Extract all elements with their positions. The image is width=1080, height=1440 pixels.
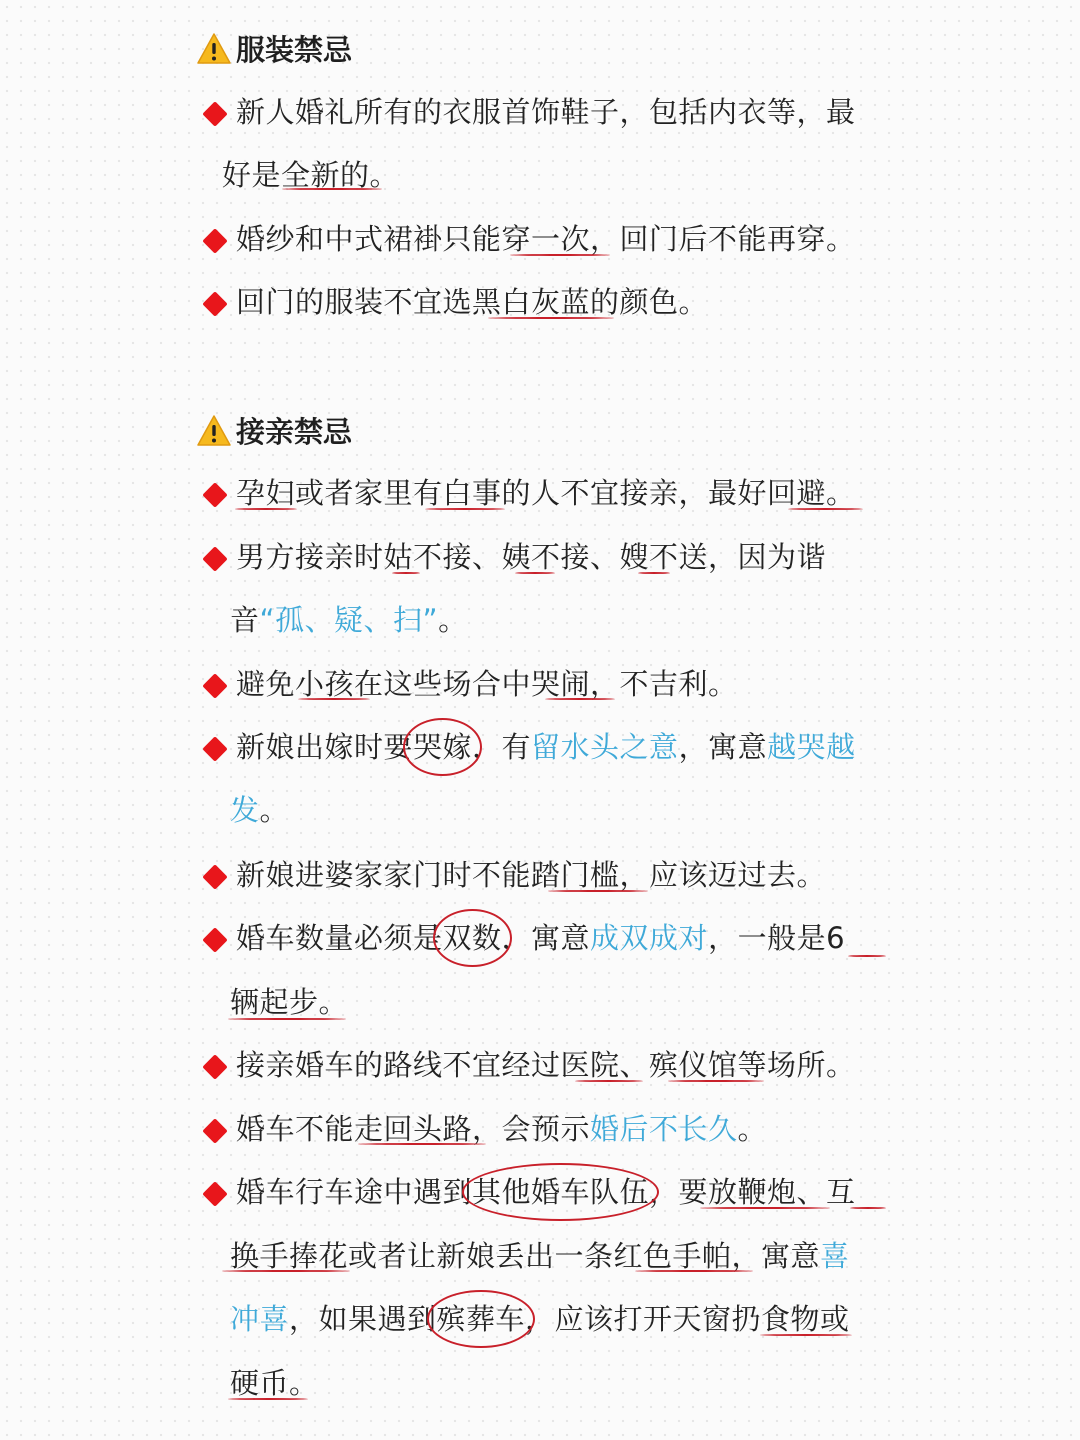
- underline-mark: [848, 955, 886, 957]
- list-item-continued: 辆起步。: [230, 985, 349, 1019]
- underline-mark: [392, 572, 420, 574]
- section-title: 接亲禁忌: [236, 415, 353, 449]
- underline-mark: [228, 1398, 308, 1400]
- list-item: 婚车不能走回头路，会预示婚后不长久。: [200, 1109, 900, 1149]
- underline-mark: [788, 508, 863, 510]
- list-item: 孕妇或者家里有白事的人不宜接亲，最好回避。: [200, 473, 900, 513]
- section-title: 服装禁忌: [236, 33, 353, 67]
- underline-mark: [235, 508, 297, 510]
- list-item: 新人婚礼所有的衣服首饰鞋子，包括内衣等，最: [200, 92, 900, 132]
- underline-mark: [545, 698, 615, 700]
- list-item: 新娘出嫁时要哭嫁，有留水头之意，寓意越哭越: [200, 727, 900, 767]
- list-item-continued: 音“孤、疑、扫”。: [230, 603, 468, 637]
- list-item: 婚车行车途中遇到其他婚车队伍，要放鞭炮、互: [200, 1172, 900, 1212]
- list-item: 避免小孩在这些场合中哭闹，不吉利。: [200, 664, 900, 704]
- underline-mark: [425, 508, 505, 510]
- underline-mark: [668, 1080, 764, 1082]
- diamond-bullet-icon: [202, 673, 227, 698]
- underline-mark: [760, 1334, 852, 1336]
- underline-mark: [358, 1143, 486, 1145]
- underline-mark: [282, 188, 382, 190]
- section-heading-pickup: [196, 410, 352, 451]
- diamond-bullet-icon: [202, 736, 227, 761]
- diamond-bullet-icon: [202, 101, 227, 126]
- underline-mark: [575, 1080, 643, 1082]
- list-item: 婚车数量必须是双数，寓意成双成对，一般是6: [200, 918, 900, 958]
- list-item: 接亲婚车的路线不宜经过医院、殡仪馆等场所。: [200, 1045, 900, 1085]
- diamond-bullet-icon: [202, 546, 227, 571]
- underline-mark: [510, 254, 610, 256]
- list-item: 回门的服装不宜选黑白灰蓝的颜色。: [200, 282, 900, 322]
- diamond-bullet-icon: [202, 864, 227, 889]
- list-item: 婚纱和中式裙褂只能穿一次，回门后不能再穿。: [200, 219, 900, 259]
- underline-mark: [515, 572, 555, 574]
- list-item-continued: 好是全新的。: [222, 158, 400, 192]
- underline-mark: [222, 1270, 350, 1272]
- list-item-continued: 换手捧花或者让新娘丢出一条红色手帕，寓意喜: [230, 1239, 850, 1273]
- underline-mark: [488, 317, 614, 319]
- underline-mark: [548, 890, 648, 892]
- list-item-continued: 硬币。: [230, 1366, 319, 1400]
- diamond-bullet-icon: [202, 927, 227, 952]
- diamond-bullet-icon: [202, 228, 227, 253]
- underline-mark: [850, 1207, 886, 1209]
- underline-mark: [700, 1207, 830, 1209]
- list-item-continued: 发。: [230, 793, 290, 827]
- list-item: 新娘进婆家家门时不能踏门槛，应该迈过去。: [200, 855, 900, 895]
- underline-mark: [638, 572, 670, 574]
- section-heading-clothing: [196, 28, 352, 69]
- diamond-bullet-icon: [202, 482, 227, 507]
- warning-icon: [196, 414, 232, 448]
- underline-mark: [228, 1018, 346, 1020]
- diamond-bullet-icon: [202, 1181, 227, 1206]
- diamond-bullet-icon: [202, 291, 227, 316]
- list-item-continued: 冲喜，如果遇到殡葬车，应该打开天窗扔食物或: [230, 1302, 850, 1336]
- underline-mark: [298, 698, 370, 700]
- underline-mark: [635, 1270, 753, 1272]
- warning-icon: [196, 32, 232, 66]
- diamond-bullet-icon: [202, 1118, 227, 1143]
- diamond-bullet-icon: [202, 1054, 227, 1079]
- list-item: 男方接亲时姑不接、姨不接、嫂不送，因为谐: [200, 537, 900, 577]
